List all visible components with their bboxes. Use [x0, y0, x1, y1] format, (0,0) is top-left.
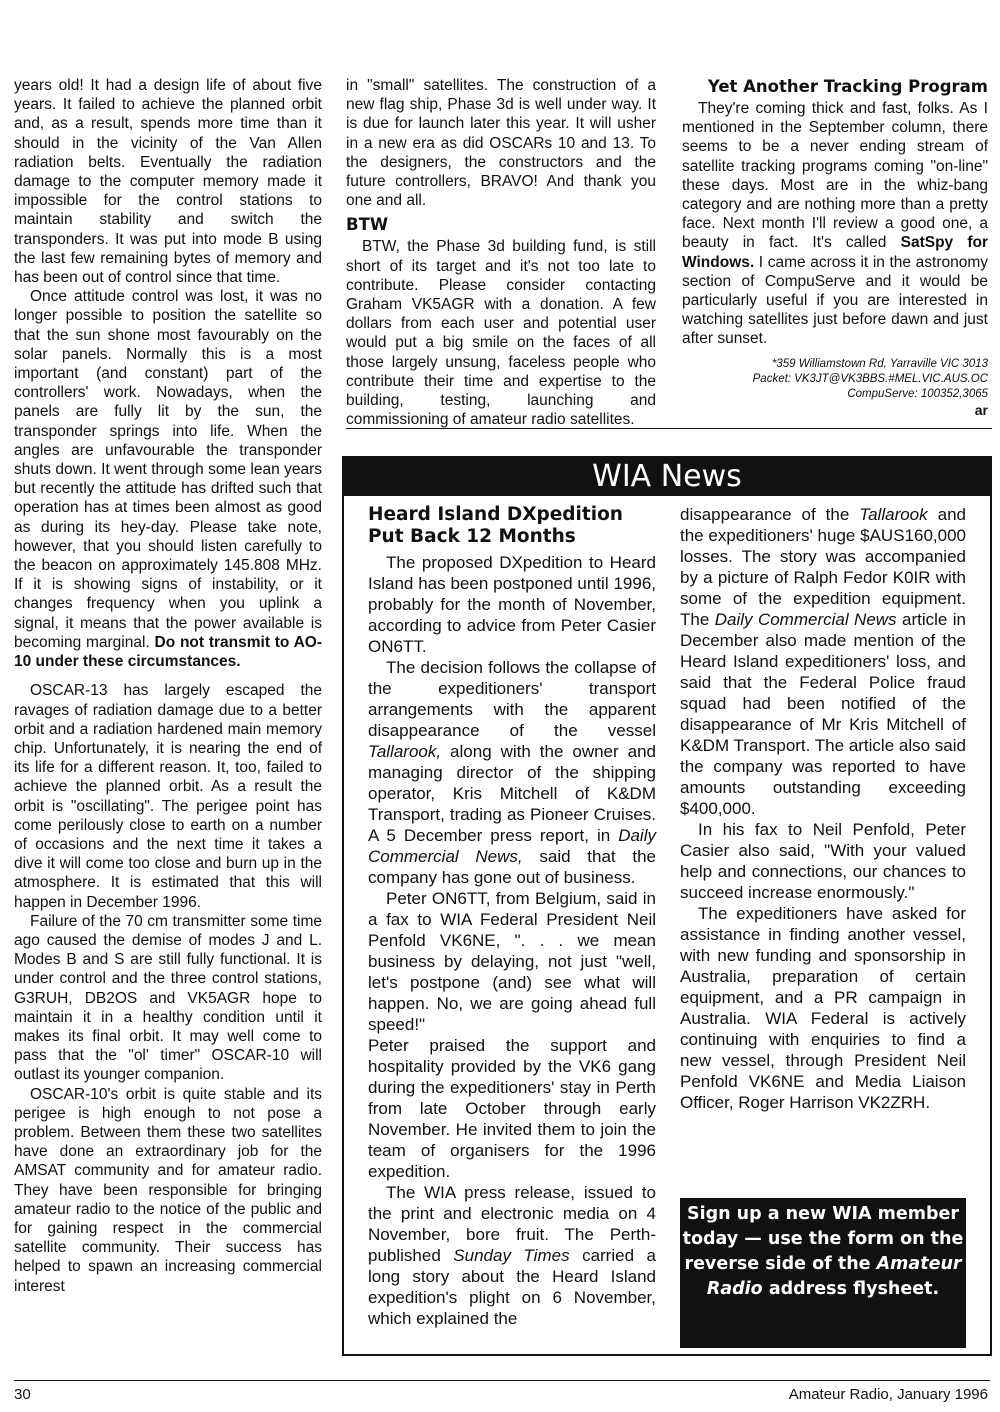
paragraph-text: The WIA press release, issued to the print and electronic media on 4 November, bore fruit. The Perth-published: [368, 1183, 656, 1265]
news-headline: Heard Island DXpedition Put Back 12 Months: [368, 504, 623, 547]
paragraph: [368, 657, 656, 888]
news-column-1: [368, 504, 656, 1329]
paragraph-text: They're coming thick and fast, folks. As I mentioned in the September column, there seems to be a never ending stream of satellite tracking programs coming "on-line" these days. Most are in the whiz-bang category and are nothing more than a pretty face. Next month I'll review a good one, a beauty in fact. It's called: [682, 100, 988, 252]
wia-news-box: [342, 456, 992, 1356]
paragraph-text: The decision follows the collapse of the expeditioners' transport arrangements with the apparent disappearance of the vessel: [368, 658, 656, 740]
footer-rule: [14, 1380, 990, 1381]
column-1: [14, 76, 322, 1296]
paragraph: BTW, the Phase 3d building fund, is still short of its target and it's not too late to contribute. Please consider contacting Graham VK5AGR with a donation. A few dollars from each user and potential user would put a big smile on the faces of all those largely unsung, faceless people who contribute their time and expertise to the building, testing, launching and commissioning of amateur radio satellites.: [346, 238, 656, 429]
section-heading-btw: BTW: [346, 215, 389, 235]
promo-magazine-name: Amateur Radio: [706, 1254, 962, 1299]
publication-name: Daily Commercial News: [714, 610, 897, 629]
column-2: [346, 76, 656, 429]
paragraph-text: Once attitude control was lost, it was no longer possible to position the satellite so that the sun shone most favourably on the solar panels. Normally this is a most important (and constant) part of the controllers' work. Nowadays, when the panels are fully lit by the sun, the transponder springs into life. When the angles are unfavourable the transponder shuts down. It went through some lean years but recently the attitude has drifted such that operation has at times been almost as good as during its hey-day. Please take note, however, that you should listen carefully to the beacon on approximately 145.808 MHz. If it is showing signs of instability, or it changes frequency when you uplink a signal, it means that the power available is becoming marginal.: [14, 288, 322, 651]
warning-text: Do not transmit to AO-10 under these circumstances.: [14, 633, 322, 671]
promo-text: Sign up a new WIA member today — use the form on the reverse side of the: [682, 1204, 964, 1274]
paragraph-text: said that the company has gone out of business.: [368, 847, 656, 887]
paragraph: In his fax to Neil Penfold, Peter Casier also said, "With your valued help and connections, our chances to succeed increase enormously.": [680, 820, 966, 902]
magazine-issue: Amateur Radio, January 1996: [788, 1386, 988, 1403]
wia-news-banner: WIA News: [344, 458, 990, 496]
paragraph: The expeditioners have asked for assistance in finding another vessel, with new funding and sponsorship in Australia, preparation of certain equipment, and a PR campaign in Australia. WIA Federal is actively continuing with enquiries to find a new vessel, through President Neil Penfold VK6NE and Media Liaison Officer, Roger Harrison VK2ZRH.: [680, 904, 966, 1112]
end-mark: ar: [974, 401, 988, 418]
paragraph-text: carried a long story about the Heard Island expedition's plight on 6 November, which explained the: [368, 1246, 656, 1328]
paragraph: OSCAR-10's orbit is quite stable and its perigee is high enough to not pose a problem. Between them these two satellites have done an extraordinary job for the AMSAT community and for amateur radio. They have been responsible for bringing amateur radio to the notice of the public and for gaining respect in the commercial satellite community. Their success has helped to spawn an increasing commercial interest: [14, 1085, 322, 1295]
address-line: *359 Williamstown Rd, Yarraville VIC 3013: [771, 357, 988, 370]
publication-name: Sunday Times: [453, 1246, 570, 1265]
paragraph: Failure of the 70 cm transmitter some time ago caused the demise of modes J and L. Modes B and S are still fully functional. It is under control and the three control stations, G3RUH, DB2OS and VK5AGR hope to maintain it in a healthy condition until it makes its final orbit. It may well come to pass that the "ol' timer" OSCAR-10 will outlast its younger companion.: [14, 912, 322, 1084]
page-number: 30: [14, 1386, 31, 1403]
author-address: [682, 357, 988, 402]
paragraph: years old! It had a design life of about five years. It failed to achieve the planned orbit and, as a result, spends more time than it should in the vicinity of the Van Allen radiation belts. Eventually the radiation damage to the computer memory made it impossible for the control stations to maintain stability and switch the transponders. It was put into mode B using the last few remaining bytes of memory and has been out of control since that time.: [14, 77, 322, 287]
paragraph: OSCAR-13 has largely escaped the ravages of radiation damage due to a better orbit and a radiation hardened main memory chip. Unfortunately, it is nearing the end of its life for a different reason. It, too, failed to achieve the planned orbit. As a result the orbit is "oscillating". The perigee point has come perilously close to earth on a number of occasions and the next time it takes a dive it will come too close and burn up in the atmosphere. It is estimated that this will happen in December 1996.: [14, 682, 322, 911]
membership-promo-box: [680, 1198, 966, 1348]
paragraph-text: disappearance of the: [680, 505, 850, 524]
paragraph-text: I came across it in the astronomy section of CompuServe and it would be particularly useful if you are interested in watching satellites just before dawn and just after sunset.: [682, 253, 988, 348]
paragraph: [682, 99, 988, 349]
section-heading-tracking: Yet Another Tracking Program: [707, 77, 988, 96]
promo-text: address flysheet.: [768, 1279, 940, 1299]
column-divider: [346, 428, 992, 429]
paragraph: [368, 1182, 656, 1329]
column-3: [682, 76, 988, 418]
compuserve-address: CompuServe: 100352,3065: [847, 387, 988, 400]
paragraph-text: and the expeditioners' huge $AUS160,000 losses. The story was accompanied by a picture of Ralph Fedor K0IR with some of the expedition equipment. The: [680, 505, 966, 629]
news-column-2: [680, 504, 966, 1113]
paragraph-text: article in December also made mention of the Heard Island expeditioners' loss, and said that the Federal Police fraud squad had been notified of the disappearance of Mr Kris Mitchell of K&DM Transport. The article also said the company was reported to have amounts outstanding exceeding $400,000.: [680, 610, 967, 818]
vessel-name: Tallarook,: [368, 742, 442, 761]
packet-address: Packet: VK3JT@VK3BBS.#MEL.VIC.AUS.OC: [752, 372, 988, 385]
paragraph: Peter ON6TT, from Belgium, said in a fax to WIA Federal President Neil Penfold VK6NE, ". . . we mean business by delaying, not just "well, let's postpone (and) see what will happen. No, we are going ahead full speed!": [368, 889, 656, 1034]
paragraph-text: along with the owner and managing director of the shipping operator, Kris Mitchell of K&DM Transport, trading as Pioneer Cruises. A 5 December press report, in: [368, 742, 656, 845]
publication-name: Daily Commercial News,: [368, 826, 656, 866]
paragraph: Peter praised the support and hospitality provided by the VK6 gang during the expeditioners' stay in Perth from late October through early November. He invited them to join the team of organisers for the 1996 expedition.: [368, 1036, 656, 1181]
vessel-name: Tallarook: [859, 505, 928, 524]
product-name: SatSpy for Windows.: [682, 234, 989, 271]
paragraph: The proposed DXpedition to Heard Island has been postponed until 1996, probably for the month of November, according to advice from Peter Casier ON6TT.: [368, 553, 656, 656]
paragraph: [14, 287, 322, 671]
paragraph: [680, 504, 966, 819]
paragraph: in "small" satellites. The construction of a new flag ship, Phase 3d is well under way. It is due for launch later this year. It will usher in a new era as did OSCARs 10 and 13. To the designers, the constructors and the future controllers, BRAVO! And thank you one and all.: [346, 77, 656, 210]
